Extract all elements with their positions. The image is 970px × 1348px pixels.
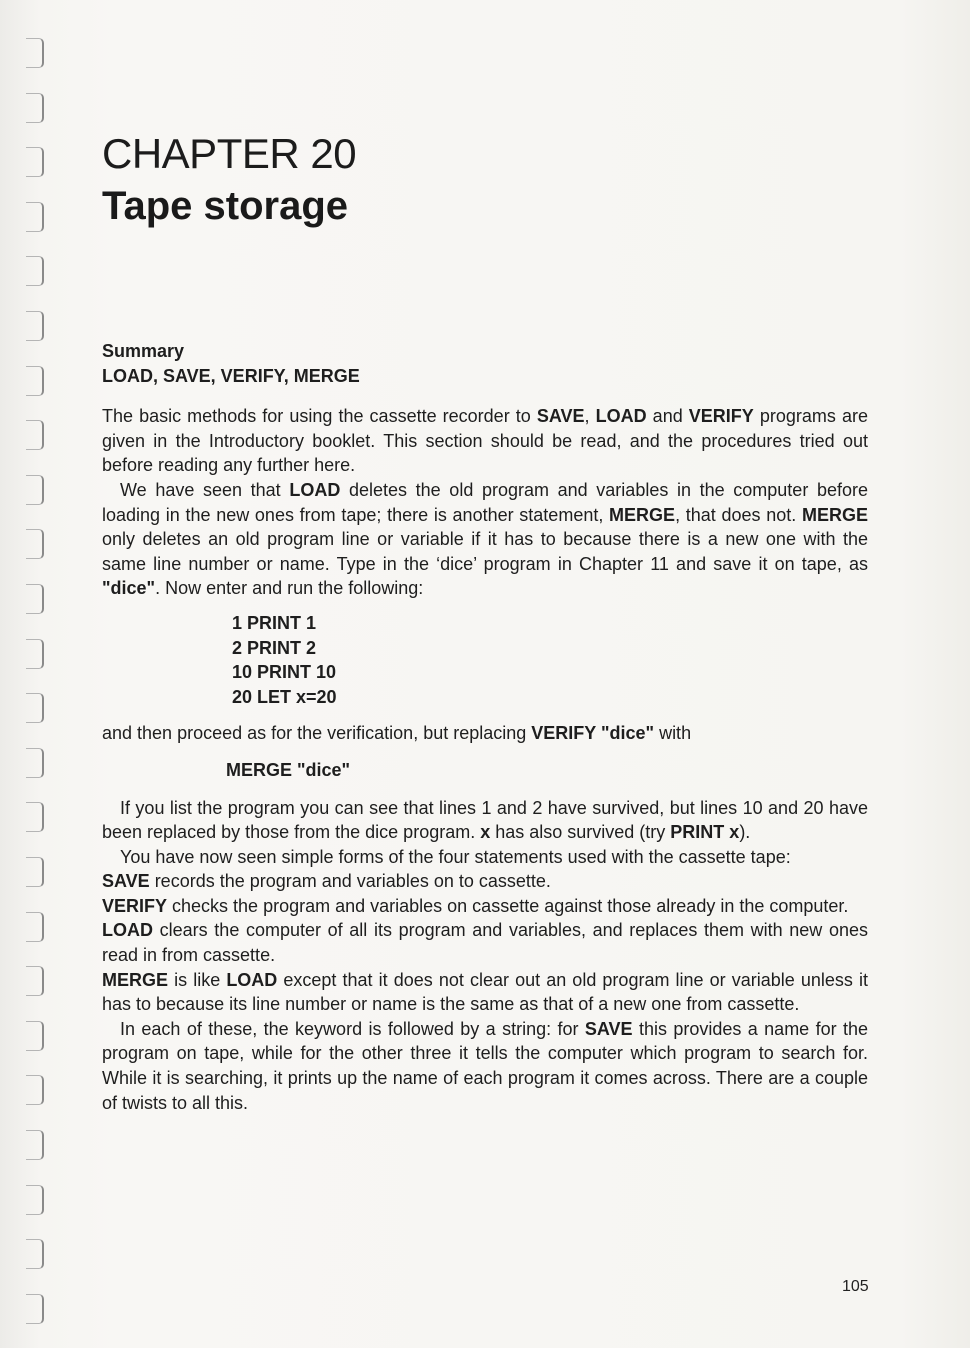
binding-hole bbox=[26, 639, 44, 669]
paragraph-four-statements: You have now seen simple forms of the four statements used with the cassette tape: bbox=[120, 846, 791, 867]
binding-hole bbox=[26, 256, 44, 286]
chapter-title: Tape storage bbox=[102, 184, 348, 228]
binding-hole bbox=[26, 1130, 44, 1160]
binding-hole bbox=[26, 1021, 44, 1051]
definition-load: LOAD clears the computer of all its program and variables, and replaces them with new ones read in from cassette. bbox=[102, 920, 868, 966]
binding-hole bbox=[26, 93, 44, 123]
paragraph-keyword-string: In each of these, the keyword is followed by a string: for SAVE this provides a name for the program on tape, while for the other three it tells the computer which program to search for. While it is searching, it prints up the name of each program it comes across. There are a couple of twists to all this. bbox=[102, 1018, 868, 1113]
binding-hole bbox=[26, 202, 44, 232]
binding-hole bbox=[26, 857, 44, 887]
binding-hole bbox=[26, 912, 44, 942]
definition-save: SAVE records the program and variables on to cassette. bbox=[102, 871, 551, 892]
merge-command: MERGE "dice" bbox=[226, 759, 351, 780]
binding-hole bbox=[26, 311, 44, 341]
definition-merge: MERGE is like LOAD except that it does not clear out an old program line or variable unless it has to because its line number or name is the same as that of a new one from cassette. bbox=[102, 969, 869, 1015]
binding-hole bbox=[26, 1294, 44, 1324]
summary-keywords: LOAD, SAVE, VERIFY, MERGE bbox=[102, 365, 360, 386]
code-listing bbox=[232, 611, 868, 709]
code-line: 1 PRINT 1 bbox=[232, 612, 317, 633]
binding-hole bbox=[26, 966, 44, 996]
summary-heading: Summary bbox=[102, 341, 185, 361]
binding-hole bbox=[26, 748, 44, 778]
definition-verify: VERIFY checks the program and variables on cassette against those already in the computer. bbox=[102, 895, 849, 916]
code-line: 2 PRINT 2 bbox=[232, 637, 317, 658]
body-text bbox=[102, 339, 868, 1115]
page-number: 105 bbox=[842, 1278, 869, 1295]
binding-hole bbox=[26, 420, 44, 450]
binding-hole bbox=[26, 802, 44, 832]
paragraph-intro: The basic methods for using the cassette recorder to SAVE, LOAD and VERIFY programs are given in the Introductory booklet. This section should be read, and the procedures tried out before reading any further here. bbox=[102, 406, 868, 476]
paragraph-verify: and then proceed as for the verification, but replacing VERIFY "dice" with bbox=[102, 723, 692, 744]
code-line: 20 LET x=20 bbox=[232, 686, 337, 707]
chapter-label: CHAPTER 20 bbox=[102, 130, 357, 177]
code-line: 10 PRINT 10 bbox=[232, 662, 337, 683]
binding-hole bbox=[26, 38, 44, 68]
spiral-binding bbox=[0, 0, 60, 1348]
binding-hole bbox=[26, 584, 44, 614]
paragraph-list-result: If you list the program you can see that lines 1 and 2 have survived, but lines 10 and 20 have been replaced by those from the dice program. x has also survived (try PRINT x). bbox=[102, 797, 868, 843]
binding-hole bbox=[26, 529, 44, 559]
binding-hole bbox=[26, 693, 44, 723]
binding-hole bbox=[26, 1075, 44, 1105]
binding-hole bbox=[26, 366, 44, 396]
paragraph-merge-intro: We have seen that LOAD deletes the old program and variables in the computer before loading in the new ones from tape; there is another statement, MERGE, that does not. MERGE only deletes an old program line or variable if it has to because there is a new one with the same line number or name. Type in the ‘dice’ program in Chapter 11 and save it on tape, as "dice". Now enter and run the following: bbox=[102, 479, 868, 599]
binding-hole bbox=[26, 1185, 44, 1215]
binding-hole bbox=[26, 147, 44, 177]
binding-hole bbox=[26, 475, 44, 505]
binding-hole bbox=[26, 1239, 44, 1269]
